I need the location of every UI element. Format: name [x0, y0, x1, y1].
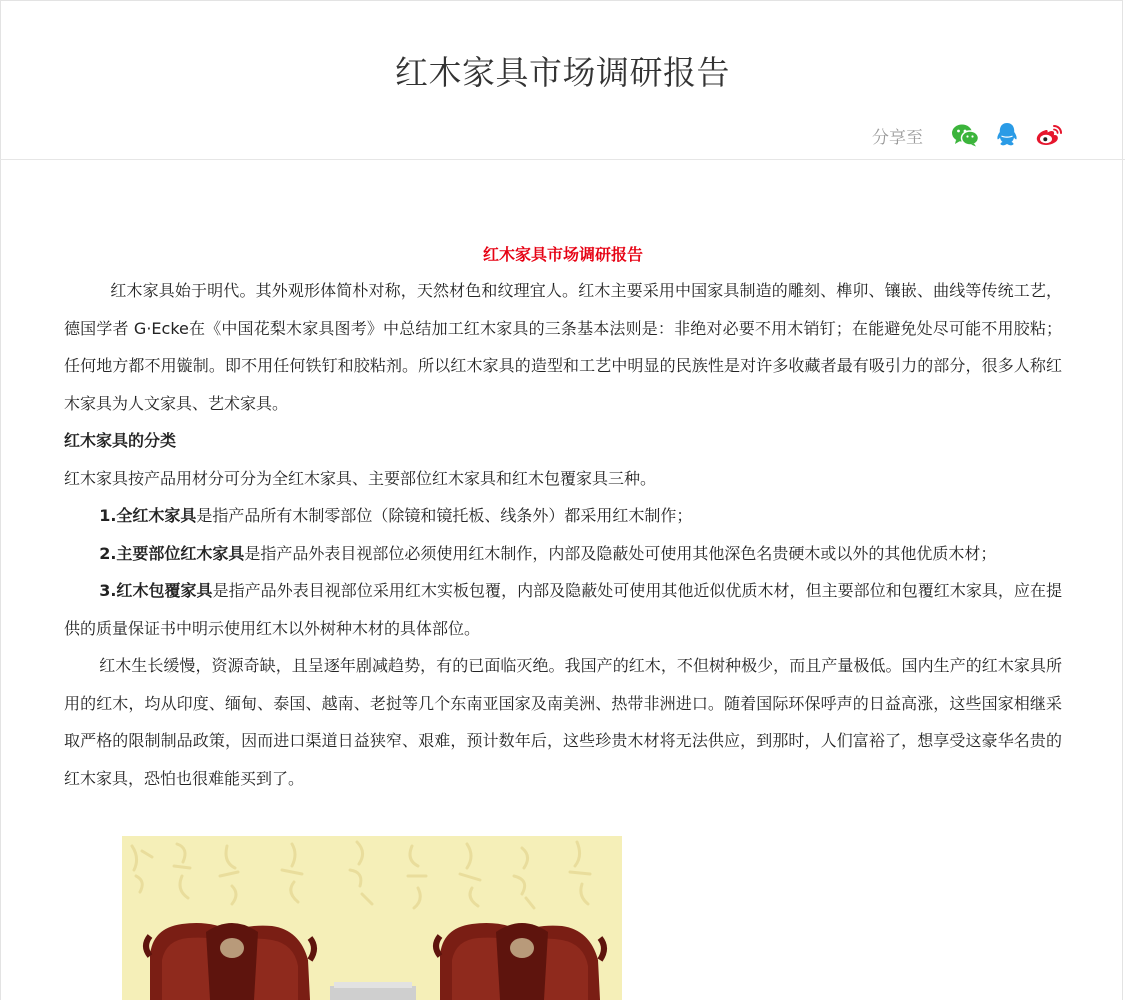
page-title: 红木家具市场调研报告	[395, 53, 730, 92]
section-heading: 红木家具的分类	[64, 431, 177, 450]
weibo-icon[interactable]	[1035, 121, 1063, 149]
classification-item	[64, 497, 1062, 535]
article-title: 红木家具市场调研报告	[482, 245, 643, 264]
classification-desc: 是指产品所有木制零部位（除镜和镜托板、线条外）都采用红木制作；	[196, 506, 693, 525]
share-label: 分享至	[872, 127, 923, 148]
classification-item	[64, 535, 1062, 573]
classification-term: 1.全红木家具	[99, 506, 197, 525]
furniture-photo	[122, 836, 622, 1000]
classification-item	[64, 572, 1062, 647]
intro-paragraph: 红木家具始于明代。其外观形体简朴对称，天然材色和纹理宜人。红木主要采用中国家具制造的雕刻、榫卯、镶嵌、曲线等传统工艺，德国学者 G·Ecke在《中国花梨木家具图考》中总结加工红木家具的三条基本法则是：非绝对必要不用木销钉；在能避免处尽可能不用胶粘；任何地方都不用镟制。即不用任何铁钉和胶粘剂。所以红木家具的造型和工艺中明显的民族性是对许多收藏者最有吸引力的部分，很多人称红木家具为人文家具、艺术家具。	[64, 281, 1062, 413]
classification-term: 2.主要部位红木家具	[99, 543, 245, 563]
furniture-photo-illustration	[122, 836, 622, 1000]
classification-desc: 是指产品外表目视部位必须使用红木制作，内部及隐蔽处可使用其他深色名贵硬木或以外的其他优质木材；	[244, 543, 997, 563]
right-chair	[436, 923, 604, 1000]
qq-icon[interactable]	[993, 121, 1021, 149]
classification-intro: 红木家具按产品用材分可分为全红木家具、主要部位红木家具和红木包覆家具三种。	[64, 468, 657, 488]
left-chair	[146, 923, 314, 1000]
classification-desc: 是指产品外表目视部位采用红木实板包覆，内部及隐蔽处可使用其他近似优质木材，但主要部位和包覆红木家具，应在提供的质量保证书中明示使用红木以外树种木材的具体部位。	[64, 581, 1062, 638]
wechat-icon[interactable]	[951, 121, 979, 149]
closing-paragraph: 红木生长缓慢，资源奇缺，且呈逐年剧减趋势，有的已面临灭绝。我国产的红木，不但树种极少，而且产量极低。国内生产的红木家具所用的红木，均从印度、缅甸、泰国、越南、老挝等几个东南亚国家及南美洲、热带非洲进口。随着国际环保呼声的日益高涨，这些国家相继采取严格的限制制品政策，因而进口渠道日益狭窄、艰难，预计数年后，这些珍贵木材将无法供应，到那时，人们富裕了，想享受这豪华名贵的红木家具，恐怕也很难能买到了。	[64, 656, 1062, 788]
page-header	[0, 0, 1125, 160]
classification-term: 3.红木包覆家具	[99, 581, 213, 600]
share-bar	[872, 120, 1063, 150]
article-body	[64, 238, 1062, 797]
